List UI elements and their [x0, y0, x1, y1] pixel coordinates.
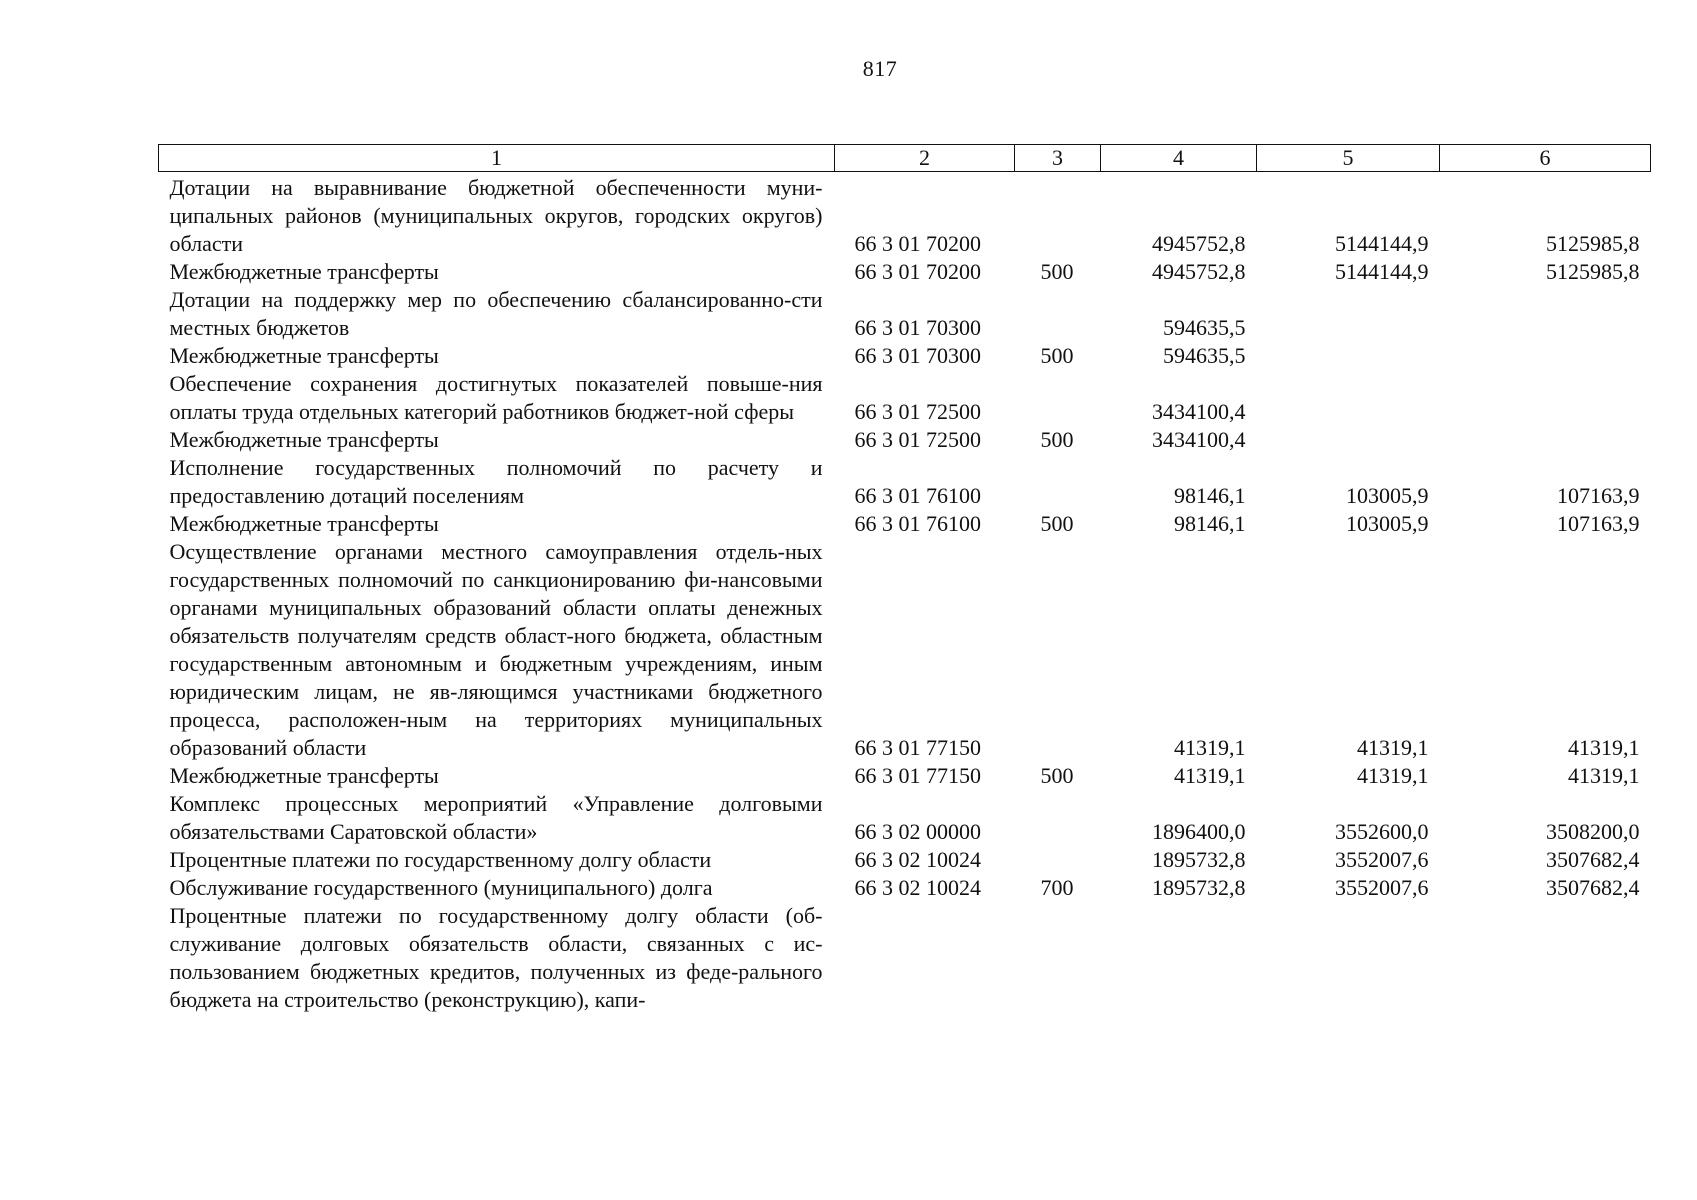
row-value-4: 1895732,8 [1152, 847, 1246, 872]
table-row [159, 538, 1651, 762]
row-name: Дотации на поддержку мер по обеспечению сбалансированно-сти местных бюджетов [169, 287, 823, 340]
table-body [159, 172, 1651, 1015]
row-code: 66 3 01 77150 [854, 763, 981, 788]
row-type [1015, 790, 1101, 846]
row-code: 66 3 02 10024 [854, 875, 981, 900]
table-row [159, 286, 1651, 342]
row-name: Процентные платежи по государственному долгу области (об-служивание долговых обязательств области, связанных с ис-пользованием бюджетных кредитов, полученных из феде-рального бюджета на строительство (реконструкцию), капи- [169, 903, 823, 1012]
header-cell-2: 2 [835, 145, 1015, 172]
row-value-6: 107163,9 [1557, 511, 1640, 536]
row-value-6: 41319,1 [1568, 763, 1640, 788]
row-value-5 [1257, 342, 1440, 370]
row-value-5 [1257, 370, 1440, 426]
row-name: Межбюджетные трансферты [169, 343, 439, 368]
row-name: Обеспечение сохранения достигнутых показателей повыше-ния оплаты труда отдельных категорий работников бюджет-ной сферы [169, 371, 823, 424]
row-value-4: 98146,1 [1174, 483, 1246, 508]
row-type: 500 [1040, 511, 1074, 536]
row-value-5: 5144144,9 [1335, 259, 1429, 284]
table-row [159, 454, 1651, 510]
row-value-6: 3507682,4 [1546, 847, 1640, 872]
row-code: 66 3 01 77150 [854, 735, 981, 760]
table-header [159, 145, 1651, 172]
table-row [159, 258, 1651, 286]
row-type [1015, 172, 1101, 259]
row-value-4: 3434100,4 [1152, 399, 1246, 424]
row-value-4 [1101, 902, 1257, 1014]
row-code: 66 3 02 00000 [854, 819, 981, 844]
row-value-4: 41319,1 [1174, 735, 1246, 760]
row-value-4: 41319,1 [1174, 763, 1246, 788]
row-value-4: 594635,5 [1163, 343, 1246, 368]
row-type: 500 [1040, 259, 1074, 284]
budget-table [158, 144, 1651, 1014]
row-code: 66 3 02 10024 [854, 847, 981, 872]
table-row [159, 172, 1651, 259]
row-name: Исполнение государственных полномочий по расчету и предоставлению дотаций поселениям [169, 455, 823, 508]
row-code: 66 3 01 72500 [854, 427, 981, 452]
row-code: 66 3 01 70300 [854, 315, 981, 340]
row-name: Межбюджетные трансферты [169, 259, 439, 284]
row-value-4: 3434100,4 [1152, 427, 1246, 452]
row-type [1015, 286, 1101, 342]
row-code: 66 3 01 76100 [854, 483, 981, 508]
page-number: 817 [862, 56, 898, 81]
row-type [1015, 902, 1101, 1014]
row-name: Комплекс процессных мероприятий «Управление долговыми обязательствами Саратовской области» [169, 791, 823, 844]
table-row [159, 790, 1651, 846]
row-value-5 [1257, 426, 1440, 454]
row-code [835, 902, 1015, 1014]
row-type: 500 [1040, 763, 1074, 788]
row-name: Процентные платежи по государственному долгу области [169, 847, 712, 872]
table-row [159, 846, 1651, 874]
row-name: Обслуживание государственного (муниципального) долга [169, 875, 713, 900]
table-row [159, 902, 1651, 1014]
row-value-5: 103005,9 [1346, 511, 1429, 536]
table-row [159, 762, 1651, 790]
row-type [1015, 538, 1101, 762]
row-value-4: 594635,5 [1163, 315, 1246, 340]
row-value-6: 3507682,4 [1546, 875, 1640, 900]
table-row [159, 510, 1651, 538]
row-value-5: 41319,1 [1357, 763, 1429, 788]
row-value-6: 41319,1 [1568, 735, 1640, 760]
row-value-6 [1440, 342, 1651, 370]
row-value-5: 3552007,6 [1335, 875, 1429, 900]
row-type [1015, 454, 1101, 510]
table-row [159, 426, 1651, 454]
row-code: 66 3 01 72500 [854, 399, 981, 424]
row-value-5: 5144144,9 [1335, 231, 1429, 256]
header-cell-3: 3 [1015, 145, 1101, 172]
row-value-5: 3552600,0 [1335, 819, 1429, 844]
table-row [159, 370, 1651, 426]
row-value-4: 98146,1 [1174, 511, 1246, 536]
row-value-6 [1440, 902, 1651, 1014]
row-name: Межбюджетные трансферты [169, 511, 439, 536]
row-code: 66 3 01 70200 [854, 231, 981, 256]
header-cell-5: 5 [1257, 145, 1440, 172]
row-type [1015, 846, 1101, 874]
row-name: Межбюджетные трансферты [169, 427, 439, 452]
row-value-5 [1257, 902, 1440, 1014]
row-value-4: 1895732,8 [1152, 875, 1246, 900]
row-code: 66 3 01 70300 [854, 343, 981, 368]
row-value-5: 103005,9 [1346, 483, 1429, 508]
table-row [159, 874, 1651, 902]
row-value-6 [1440, 426, 1651, 454]
row-name: Межбюджетные трансферты [169, 763, 439, 788]
row-value-5 [1257, 286, 1440, 342]
table-row [159, 342, 1651, 370]
header-row [159, 145, 1651, 172]
row-value-4: 1896400,0 [1152, 819, 1246, 844]
header-cell-6: 6 [1440, 145, 1651, 172]
row-value-5: 41319,1 [1357, 735, 1429, 760]
row-name: Осуществление органами местного самоуправления отдель-ных государственных полномочий по санкционированию фи-нансовыми органами муниципальных образований области оплаты денежных обязательств получателям средств област-ного бюджета, областным государственным автономным и бюджетным учреждениям, иным юридическим лицам, не яв-ляющимся участниками бюджетного процесса, расположен-ным на территориях муниципальных образований области [169, 539, 823, 760]
row-type: 500 [1040, 427, 1074, 452]
row-code: 66 3 01 76100 [854, 511, 981, 536]
row-value-6: 5125985,8 [1546, 259, 1640, 284]
row-value-4: 4945752,8 [1152, 259, 1246, 284]
row-value-6: 5125985,8 [1546, 231, 1640, 256]
row-value-4: 4945752,8 [1152, 231, 1246, 256]
row-value-6 [1440, 286, 1651, 342]
row-type: 700 [1040, 875, 1074, 900]
row-value-6 [1440, 370, 1651, 426]
row-value-6: 107163,9 [1557, 483, 1640, 508]
row-type [1015, 370, 1101, 426]
row-code: 66 3 01 70200 [854, 259, 981, 284]
header-cell-1: 1 [159, 145, 835, 172]
row-name: Дотации на выравнивание бюджетной обеспеченности муни-ципальных районов (муниципальных округов, городских округов) области [169, 175, 823, 256]
row-value-5: 3552007,6 [1335, 847, 1429, 872]
row-type: 500 [1040, 343, 1074, 368]
header-cell-4: 4 [1101, 145, 1257, 172]
row-value-6: 3508200,0 [1546, 819, 1640, 844]
